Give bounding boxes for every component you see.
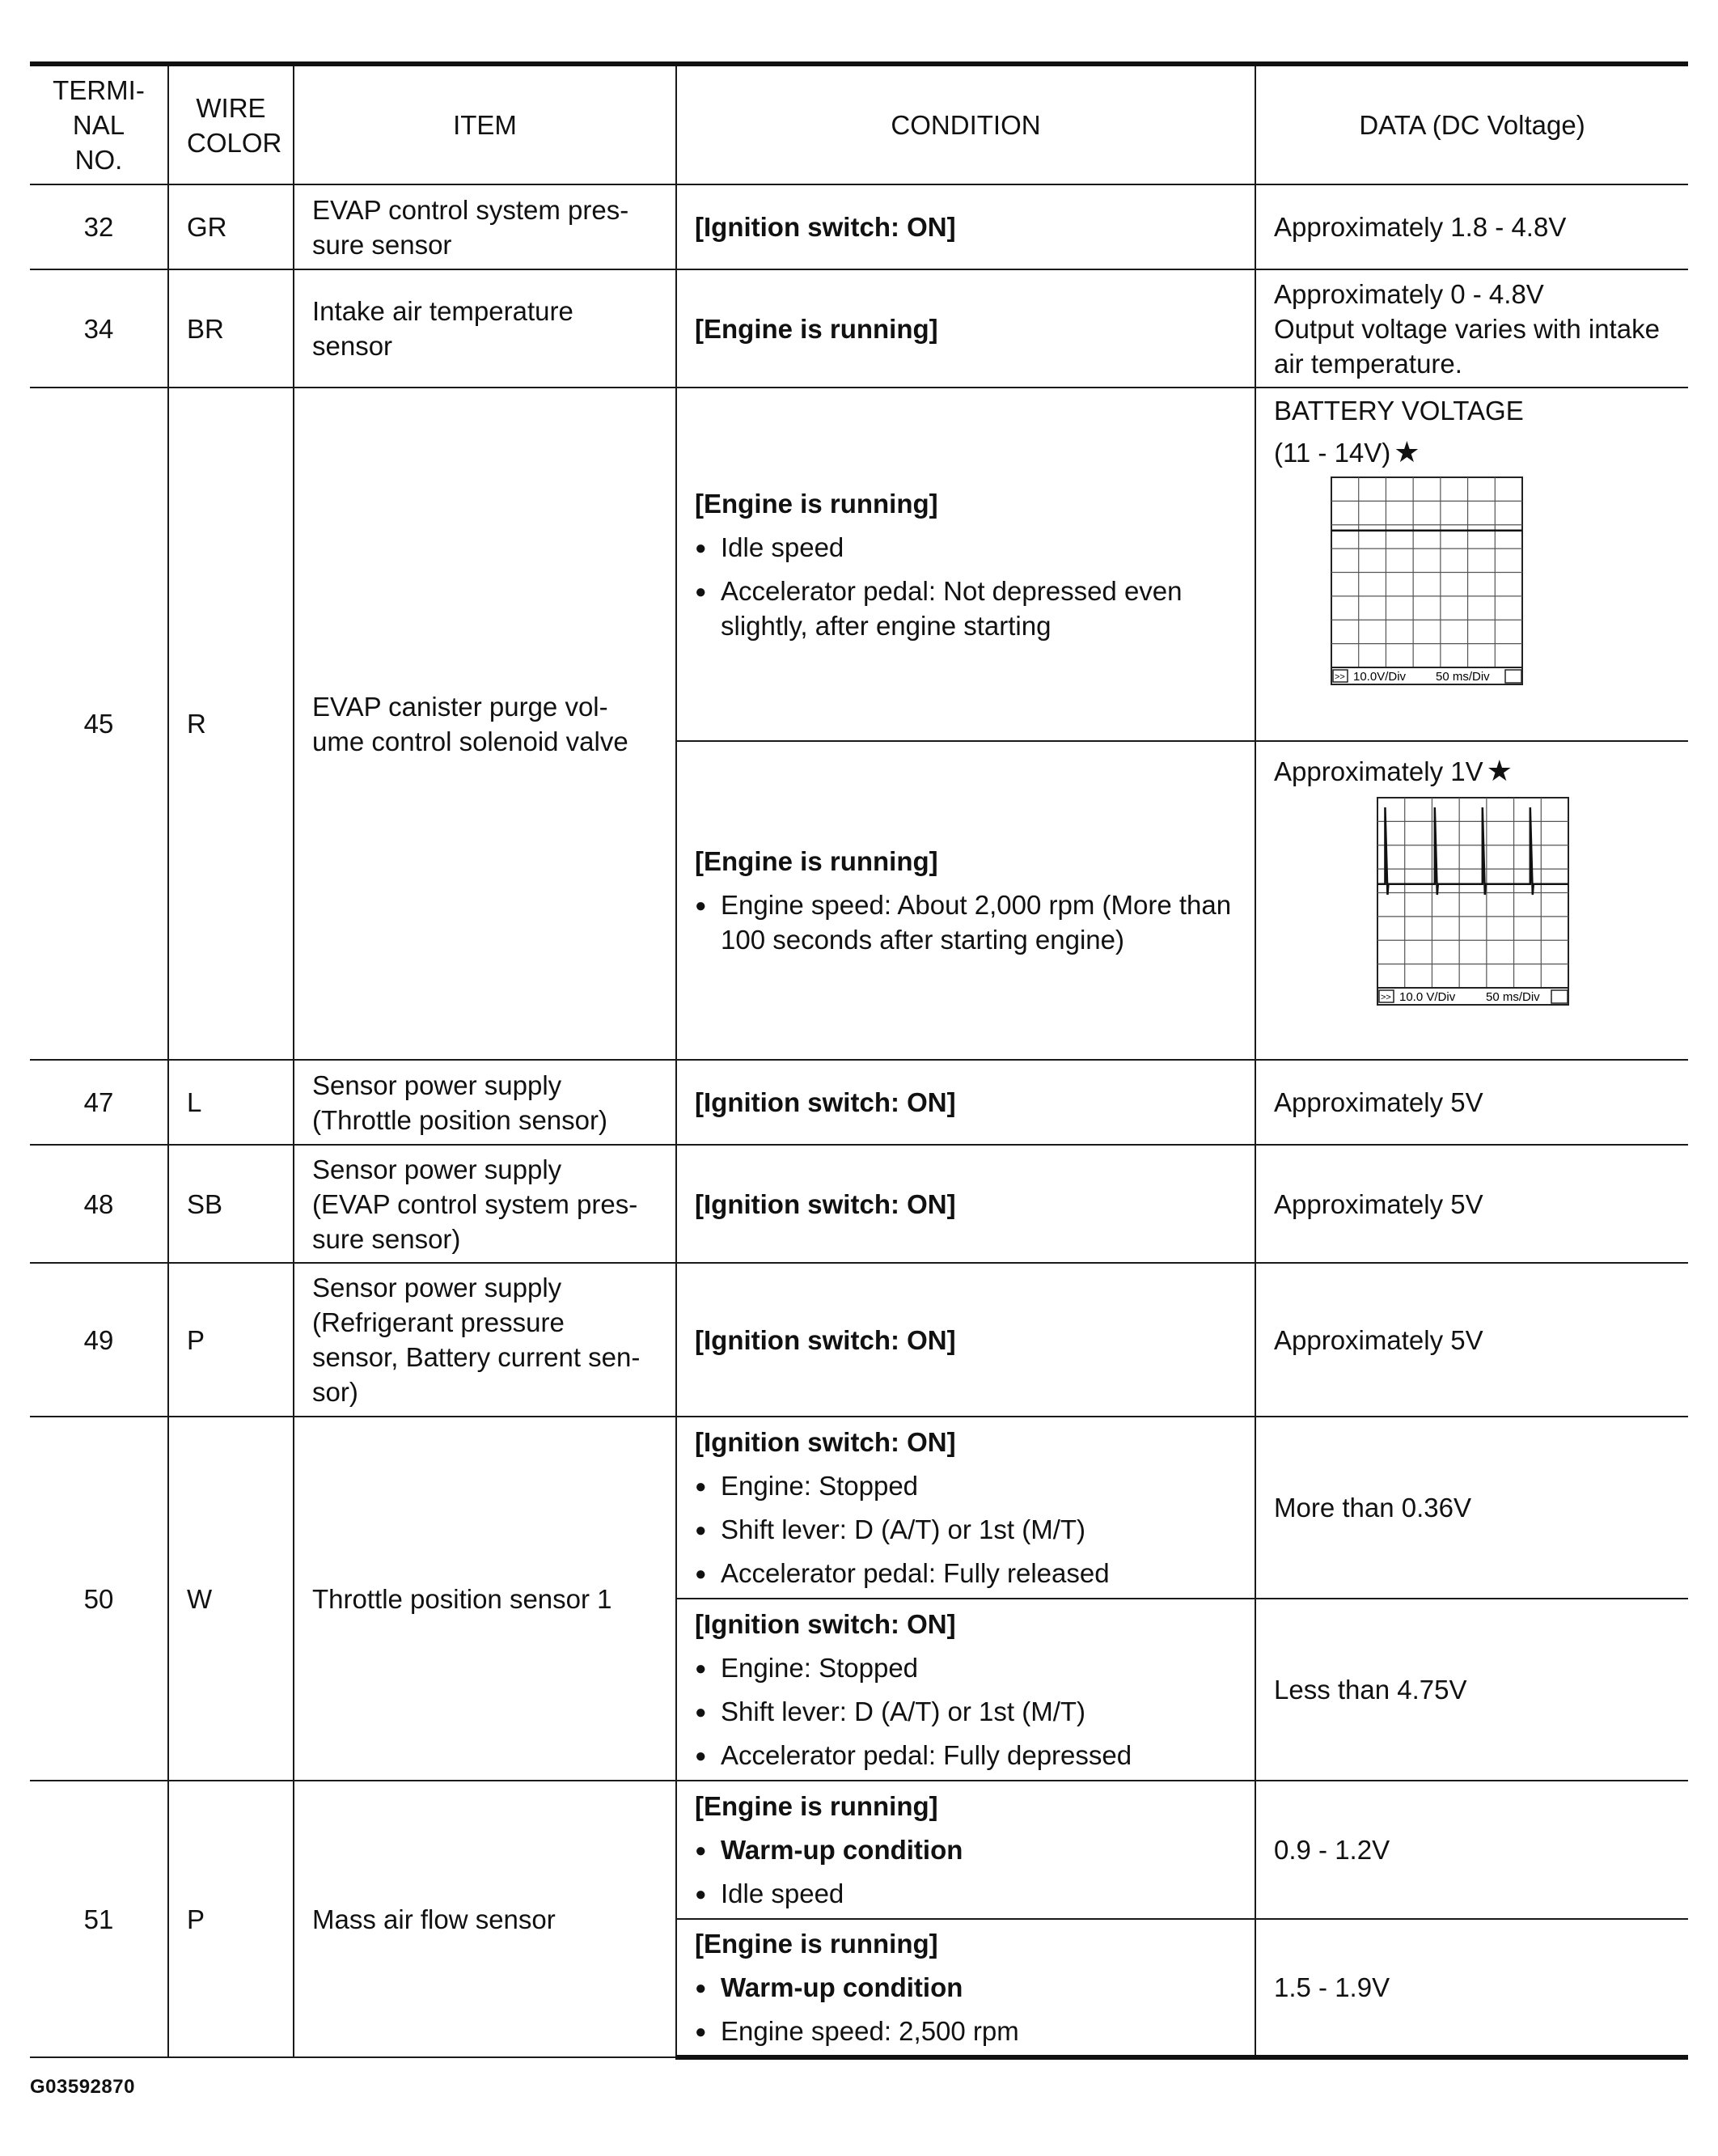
data-cell: Approximately 0 - 4.8V Output voltage varies with intake air temperature. <box>1255 269 1688 388</box>
oscilloscope-waveform-pulse <box>1377 797 1571 1011</box>
condition-cell: [Ignition switch: ON] <box>676 1263 1255 1417</box>
item-cell: Throttle position sensor 1 <box>294 1417 676 1781</box>
item-cell: Intake air temperature sensor <box>294 269 676 388</box>
condition-cell: [Ignition switch: ON] ● Engine: Stopped ● Shift lever: D (A/T) or 1st (M/T) ● Accelerator pedal: Fully released <box>676 1417 1255 1599</box>
condition-cell: [Engine is running] <box>676 269 1255 388</box>
list-item: ● Accelerator pedal: Not depressed even slightly, after engine starting <box>695 574 1237 643</box>
item-cell: Sensor power supply (Refrigerant pressure sensor, Battery current sen- sor) <box>294 1263 676 1417</box>
oscilloscope-waveform-battery <box>1331 477 1525 691</box>
wire-color: BR <box>168 269 294 388</box>
star-icon: ★ <box>1394 435 1420 468</box>
list-item: ● Idle speed <box>695 1876 1237 1911</box>
data-cell: BATTERY VOLTAGE (11 - 14V) ★ >> 10.0V/Div 50 ms/Div <box>1255 388 1688 741</box>
item-cell: EVAP control system pres- sure sensor <box>294 184 676 269</box>
table-row <box>30 1060 1688 1145</box>
data-cell: More than 0.36V <box>1255 1417 1688 1599</box>
terminal-no: 50 <box>30 1417 168 1781</box>
wire-color: P <box>168 1263 294 1417</box>
table-row <box>30 1781 1688 1919</box>
scope-volt-div: 10.0 V/Div <box>1399 990 1456 1004</box>
terminal-no: 51 <box>30 1781 168 2057</box>
item-cell: Sensor power supply (EVAP control system pres- sure sensor) <box>294 1145 676 1263</box>
list-item: ● Engine: Stopped <box>695 1650 1237 1685</box>
data-cell: Approximately 5V <box>1255 1145 1688 1263</box>
condition-cell: [Ignition switch: ON] <box>676 1060 1255 1145</box>
data-cell: Less than 4.75V <box>1255 1599 1688 1781</box>
scope-marker: >> <box>1335 672 1345 682</box>
wire-color: P <box>168 1781 294 2057</box>
condition-cell: [Engine is running] ● Idle speed ● Accelerator pedal: Not depressed even slightly, after engine starting <box>676 388 1255 741</box>
header-data: DATA (DC Voltage) <box>1255 64 1688 184</box>
table-row <box>30 184 1688 269</box>
data-cell: Approximately 1V ★ >> 10.0 V/Div 50 ms/Div <box>1255 741 1688 1060</box>
condition-cell: [Engine is running] ● Engine speed: About 2,000 rpm (More than 100 seconds after starting engine) <box>676 741 1255 1060</box>
condition-list <box>695 1970 1237 2048</box>
table-row <box>30 1417 1688 1599</box>
table-row <box>30 1145 1688 1263</box>
item-cell: Mass air flow sensor <box>294 1781 676 2057</box>
table-row <box>30 1263 1688 1417</box>
condition-list <box>695 1650 1237 1773</box>
condition-list <box>695 887 1237 957</box>
data-cell: Approximately 1.8 - 4.8V <box>1255 184 1688 269</box>
header-terminal-no: TERMI- NAL NO. <box>30 64 168 184</box>
scope-marker: >> <box>1381 993 1391 1002</box>
item-cell: Sensor power supply (Throttle position sensor) <box>294 1060 676 1145</box>
condition-cell: [Engine is running] ● Warm-up condition ● Engine speed: 2,500 rpm <box>676 1919 1255 2057</box>
condition-list <box>695 1832 1237 1911</box>
data-cell: Approximately 5V <box>1255 1263 1688 1417</box>
condition-cell: [Engine is running] ● Warm-up condition ● Idle speed <box>676 1781 1255 1919</box>
terminal-no: 45 <box>30 388 168 1060</box>
header-condition: CONDITION <box>676 64 1255 184</box>
wire-color: L <box>168 1060 294 1145</box>
condition-cell: [Ignition switch: ON] ● Engine: Stopped ● Shift lever: D (A/T) or 1st (M/T) ● Accelerator pedal: Fully depressed <box>676 1599 1255 1781</box>
list-item: ● Idle speed <box>695 530 1237 565</box>
wire-color: SB <box>168 1145 294 1263</box>
terminal-no: 34 <box>30 269 168 388</box>
condition-cell: [Ignition switch: ON] <box>676 184 1255 269</box>
star-icon: ★ <box>1486 754 1513 787</box>
data-cell: 0.9 - 1.2V <box>1255 1781 1688 1919</box>
scope-frame <box>1331 477 1522 684</box>
figure-code: G03592870 <box>30 2076 135 2098</box>
data-cell: 1.5 - 1.9V <box>1255 1919 1688 2057</box>
wire-color: W <box>168 1417 294 1781</box>
list-item: ● Warm-up condition <box>695 1970 1237 2005</box>
condition-list <box>695 530 1237 643</box>
condition-list <box>695 1468 1237 1591</box>
terminal-data-table <box>30 61 1688 2060</box>
list-item: ● Engine speed: About 2,000 rpm (More than 100 seconds after starting engine) <box>695 887 1237 957</box>
table-row <box>30 388 1688 741</box>
header-item: ITEM <box>294 64 676 184</box>
scope-time-div: 50 ms/Div <box>1486 990 1540 1004</box>
list-item: ● Engine speed: 2,500 rpm <box>695 2014 1237 2048</box>
list-item: ● Accelerator pedal: Fully released <box>695 1556 1237 1591</box>
data-cell: Approximately 5V <box>1255 1060 1688 1145</box>
wire-color: R <box>168 388 294 1060</box>
condition-cell: [Ignition switch: ON] <box>676 1145 1255 1263</box>
header-row <box>30 64 1688 184</box>
scope-volt-div: 10.0V/Div <box>1353 670 1407 684</box>
header-wire-color: WIRE COLOR <box>168 64 294 184</box>
list-item: ● Warm-up condition <box>695 1832 1237 1867</box>
list-item: ● Shift lever: D (A/T) or 1st (M/T) <box>695 1694 1237 1729</box>
terminal-no: 47 <box>30 1060 168 1145</box>
terminal-no: 48 <box>30 1145 168 1263</box>
scope-frame <box>1377 798 1568 1005</box>
terminal-no: 49 <box>30 1263 168 1417</box>
list-item: ● Engine: Stopped <box>695 1468 1237 1503</box>
list-item: ● Accelerator pedal: Fully depressed <box>695 1738 1237 1773</box>
wire-color: GR <box>168 184 294 269</box>
item-cell: EVAP canister purge vol- ume control solenoid valve <box>294 388 676 1060</box>
table-row <box>30 269 1688 388</box>
list-item: ● Shift lever: D (A/T) or 1st (M/T) <box>695 1512 1237 1547</box>
terminal-no: 32 <box>30 184 168 269</box>
scope-time-div: 50 ms/Div <box>1436 670 1490 684</box>
